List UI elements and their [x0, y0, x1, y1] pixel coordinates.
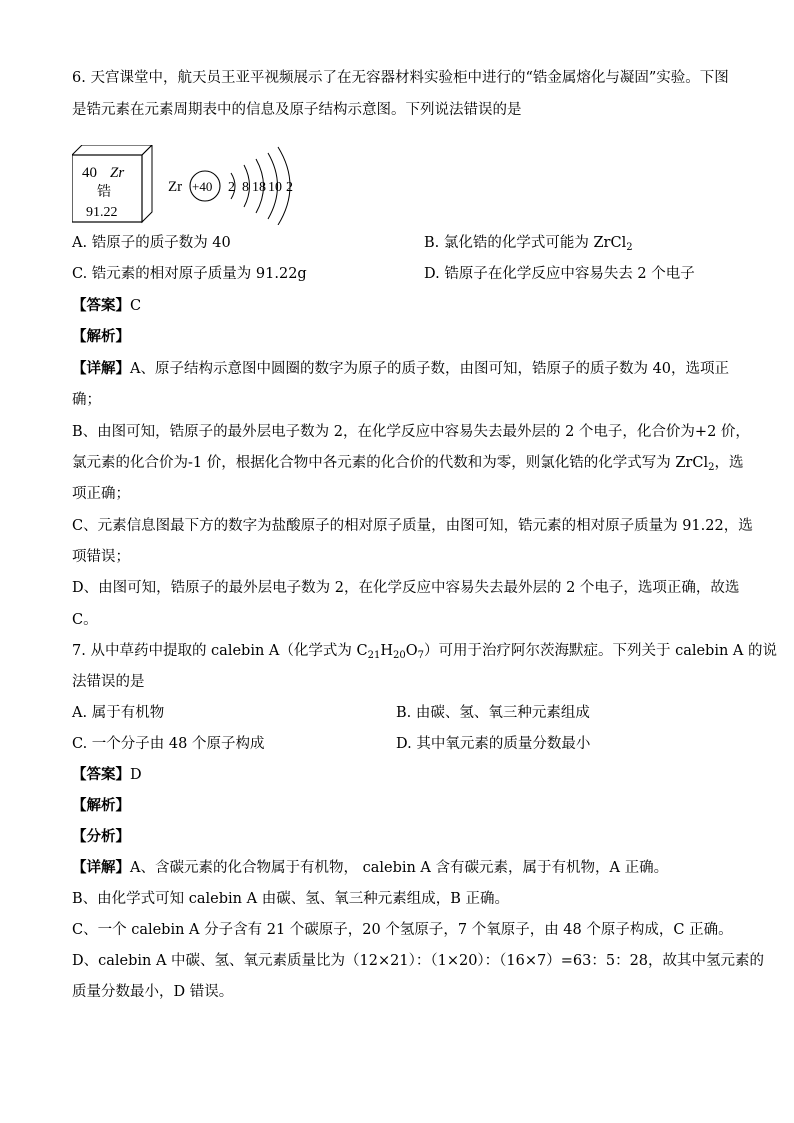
- q6-stem-line1: 6. 天宫课堂中，航天员王亚平视频展示了在无容器材料实验柜中进行的“锆金属熔化与凝固”实验。下图: [72, 70, 729, 86]
- q7-detail-d-line2: 质量分数最小，D 错误。: [72, 984, 234, 1000]
- q6-detail-b-line3: 项正确；: [72, 486, 130, 502]
- q6-detail-b-line1: B、由图可知，锆原子的最外层电子数为 2，在化学反应中容易失去最外层的 2 个电子，化合价为+2 价，: [72, 424, 750, 440]
- q6-option-a: A. 锆原子的质子数为 40: [72, 235, 231, 251]
- q7-analysis-label: 【解析】: [72, 797, 130, 814]
- q6-detail-d-line2: C。: [72, 612, 98, 628]
- element-name: 锆: [97, 184, 111, 200]
- q7-option-d: D. 其中氧元素的质量分数最小: [396, 736, 591, 752]
- q7-stem-line1: 7. 从中草药中提取的 calebin A（化学式为 $C_{21}H_{20}O_7$）可用于治疗阿尔茨海默症。下列关于 calebin A 的说: [72, 643, 778, 661]
- q6-detail-b-line2: 氯元素的化合价为-1 价，根据化合物中各元素的化合价的代数和为零，则氯化锆的化学式写为 ZrCl$_2$，选: [72, 455, 744, 473]
- q6-option-d: D. 锆原子在化学反应中容易失去 2 个电子: [424, 266, 695, 282]
- q6-option-c: C. 锆元素的相对原子质量为 91.22g: [72, 266, 307, 282]
- q6-analysis-label: 【解析】: [72, 328, 130, 345]
- atomic-mass: 91.22: [86, 205, 118, 220]
- shell-count: 8: [242, 180, 249, 195]
- q7-detail-b: B、由化学式可知 calebin A 由碳、氢、氧三种元素组成，B 正确。: [72, 891, 509, 907]
- atom-structure: [168, 147, 293, 225]
- q6-detail-a-line1: 【详解】A、原子结构示意图中圆圈的数字为原子的质子数，由图可知，锆原子的质子数为 40，选项正: [72, 360, 730, 377]
- q7-fenxi-label: 【分析】: [72, 828, 130, 845]
- q7-option-b: B. 由碳、氢、氧三种元素组成: [396, 705, 590, 721]
- q6-detail-d-line1: D、由图可知，锆原子的最外层电子数为 2，在化学反应中容易失去最外层的 2 个电子，选项正确，故选: [72, 580, 740, 596]
- q6-detail-a-line2: 确；: [72, 392, 101, 408]
- element-card: [72, 145, 152, 222]
- q6-option-b: B. 氯化锆的化学式可能为 ZrCl$_2$: [424, 235, 633, 253]
- shell-count: 2: [286, 180, 293, 195]
- zr-diagram: [72, 145, 312, 225]
- q7-answer: 【答案】D: [72, 766, 142, 783]
- q7-option-c: C. 一个分子由 48 个原子构成: [72, 736, 265, 752]
- atomic-number: 40: [82, 165, 97, 181]
- q7-detail-d-line1: D、calebin A 中碳、氢、氧元素质量比为（12×21）：（1×20）：（16×7）=63：5：28，故其中氢元素的: [72, 953, 765, 969]
- q6-answer: 【答案】C: [72, 297, 142, 314]
- atom-symbol: Zr: [168, 179, 183, 195]
- shell-count: 2: [228, 180, 235, 195]
- q6-stem-line2: 是锆元素在元素周期表中的信息及原子结构示意图。下列说法错误的是: [72, 102, 522, 118]
- element-symbol: Zr: [110, 165, 125, 181]
- q7-stem-line2: 法错误的是: [72, 674, 145, 690]
- q6-figure: [72, 145, 312, 225]
- q7-detail-c: C、一个 calebin A 分子含有 21 个碳原子，20 个氢原子，7 个氧原子，由 48 个原子构成，C 正确。: [72, 922, 733, 938]
- shell-count: 18: [252, 180, 266, 195]
- q7-option-a: A. 属于有机物: [72, 705, 165, 721]
- q7-detail-a: 【详解】A、含碳元素的化合物属于有机物， calebin A 含有碳元素，属于有机物，A 正确。: [72, 859, 669, 876]
- nucleus-charge: +40: [192, 179, 213, 194]
- shell-count: 10: [268, 180, 282, 195]
- q6-detail-c-line2: 项错误；: [72, 549, 130, 565]
- q6-detail-c-line1: C、元素信息图最下方的数字为盐酸原子的相对原子质量，由图可知，锆元素的相对原子质量为 91.22，选: [72, 518, 753, 534]
